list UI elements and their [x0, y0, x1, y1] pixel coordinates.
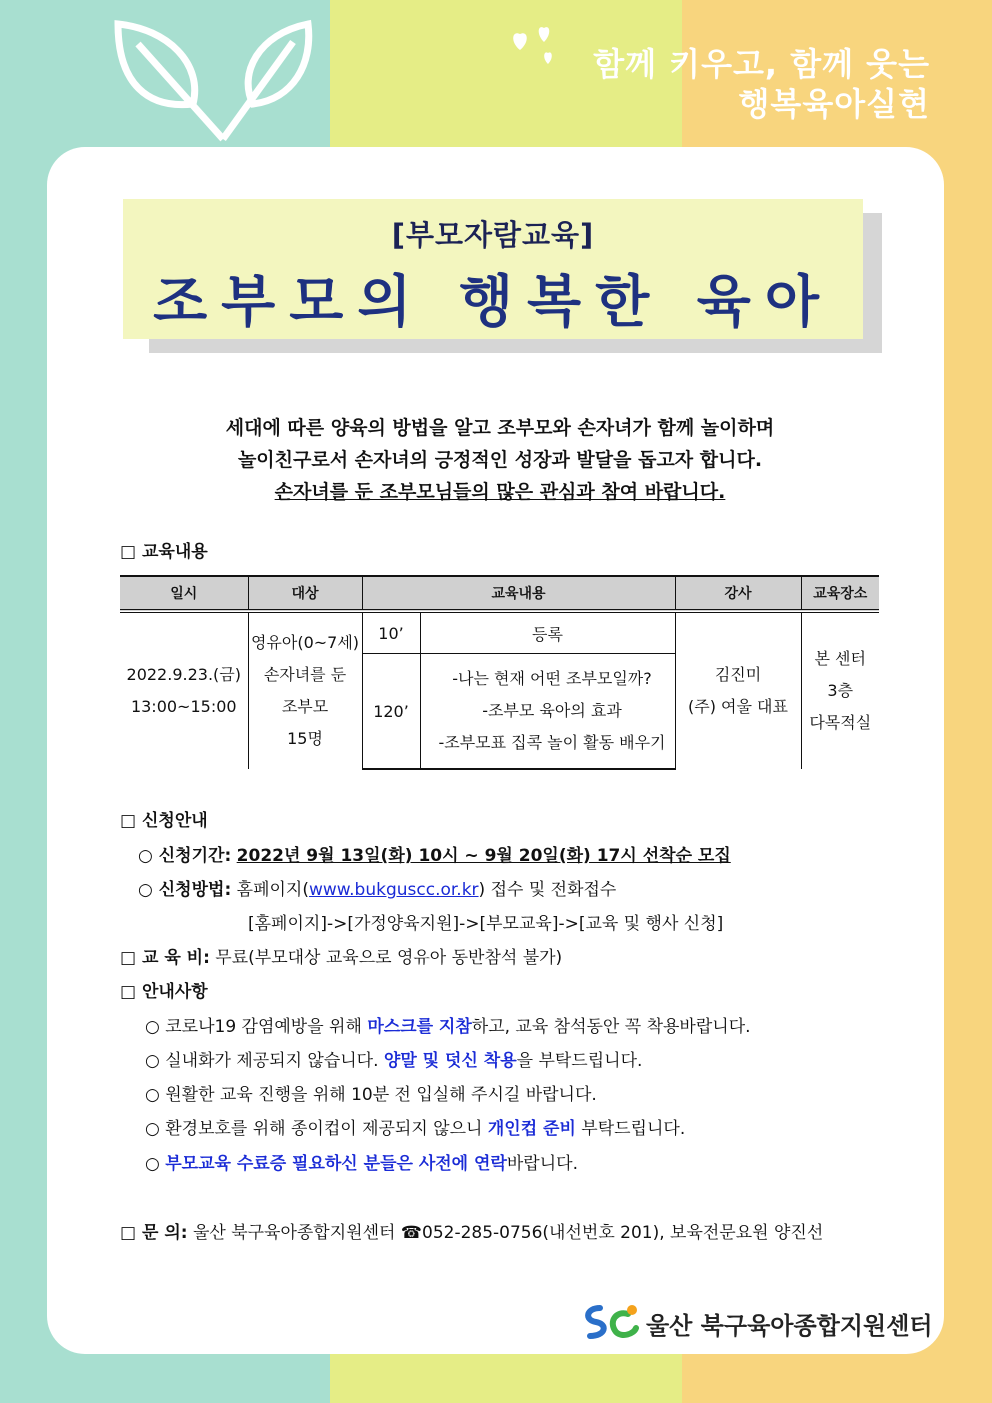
apply-method-label: ○ 신청방법:: [138, 880, 232, 900]
table-row: [120, 611, 879, 654]
apply-method-post: ) 접수 및 전화접수: [478, 880, 617, 900]
duration-cell: 10’: [362, 611, 420, 654]
target-line: 15명: [287, 729, 323, 748]
homepage-link[interactable]: www.bukguscc.or.kr: [308, 880, 479, 900]
target-line: 영유아(0~7세): [250, 633, 360, 652]
header-place: 교육장소: [801, 576, 879, 611]
notice-item: [145, 1114, 685, 1139]
notice-text: ○ 실내화가 제공되지 않습니다.: [145, 1051, 384, 1071]
duration-cell: 120’: [362, 654, 420, 770]
table-header-row: [120, 576, 879, 611]
header-content: 교육내용: [362, 576, 675, 611]
place-line: 다목적실: [809, 713, 872, 732]
instructor-name: 김진미: [714, 665, 762, 684]
notice-item: [145, 1012, 751, 1037]
hearts-icon: [508, 20, 568, 70]
apply-period-label: ○ 신청기간:: [138, 846, 232, 866]
content-line: -나는 현재 어떤 조부모일까?: [452, 669, 652, 688]
center-logo-icon: [582, 1302, 642, 1342]
section-heading-education: □ 교육내용: [120, 542, 208, 562]
content-line: -조부모 육아의 효과: [482, 701, 622, 720]
notice-text: ○ 환경보호를 위해 종이컵이 제공되지 않으니: [145, 1119, 488, 1139]
place-line: 3층: [827, 681, 854, 700]
education-table: [120, 575, 879, 770]
apply-method: [138, 875, 616, 900]
notice-highlight: 개인컵 준비: [487, 1119, 576, 1139]
intro-paragraph: [120, 412, 880, 508]
content-cell: [420, 654, 675, 770]
notice-highlight: 양말 및 덧신 착용: [383, 1051, 517, 1071]
notice-item: [145, 1149, 578, 1174]
header-target: 대상: [248, 576, 362, 611]
contact-value: 울산 북구육아종합지원센터 ☎052-285-0756(내선번호 201), 보육전문요원 양진선: [192, 1223, 824, 1243]
title-subtitle: [부모자람교육]: [391, 218, 595, 252]
apply-period-value: 2022년 9월 13일(화) 10시 ~ 9월 20일(화) 17시 선착순 모집: [236, 846, 731, 866]
leaf-icon: [108, 14, 328, 144]
contact-label: □ 문 의:: [120, 1223, 188, 1243]
notice-highlight: 부모교육 수료증 필요하신 분들은 사전에 연락: [165, 1154, 507, 1174]
apply-method-pre: 홈페이지(: [236, 880, 309, 900]
notice-highlight: 마스크를 지참: [367, 1017, 472, 1037]
notice-text: 을 부탁드립니다.: [516, 1051, 643, 1071]
notice-item: ○ 원활한 교육 진행을 위해 10분 전 입실해 주시길 바랍니다.: [145, 1085, 597, 1105]
page-title: 조부모의 행복한 육아: [153, 270, 833, 335]
contact-line: [120, 1218, 823, 1243]
instructor-cell: [675, 611, 801, 769]
header-instructor: 강사: [675, 576, 801, 611]
apply-period: [138, 841, 731, 866]
notice-item: [145, 1046, 642, 1071]
target-cell: [248, 611, 362, 769]
slogan: [593, 44, 930, 124]
fee-value: 무료(부모대상 교육으로 영유아 동반참석 불가): [215, 948, 563, 968]
content-line: -조부모표 집콕 놀이 활동 배우기: [438, 733, 666, 752]
slogan-line1: 함께 키우고, 함께 웃는: [593, 45, 930, 83]
fee-label: □ 교 육 비:: [120, 948, 210, 968]
intro-line2: 놀이친구로서 손자녀의 긍정적인 성장과 발달을 돕고자 합니다.: [237, 449, 763, 471]
intro-line3: 손자녀를 둔 조부모님들의 많은 관심과 참여 바랍니다.: [274, 481, 726, 503]
target-line: 손자녀를 둔: [263, 665, 347, 684]
notice-text: ○: [145, 1154, 166, 1174]
notice-text: 부탁드립니다.: [575, 1119, 686, 1139]
notice-text: 하고, 교육 참석동안 꼭 착용바랍니다.: [471, 1017, 751, 1037]
title-box: [123, 199, 863, 339]
apply-path: [홈페이지]->[가정양육지원]->[부모교육]->[교육 및 행사 신청]: [248, 914, 724, 934]
date-cell: [120, 611, 248, 769]
time-text: 13:00~15:00: [130, 697, 237, 716]
notice-text: ○ 코로나19 감염예방을 위해: [145, 1017, 368, 1037]
place-line: 본 센터: [814, 649, 866, 668]
slogan-line2: 행복육아실현: [738, 85, 930, 123]
center-logo-text: 울산 북구육아종합지원센터: [646, 1312, 933, 1340]
fee-line: [120, 943, 562, 968]
intro-line1: 세대에 따른 양육의 방법을 알고 조부모와 손자녀가 함께 놀이하며: [225, 417, 775, 439]
instructor-title: (주) 여울 대표: [688, 697, 788, 716]
target-line: 조부모: [281, 697, 329, 716]
content-cell: 등록: [420, 611, 675, 654]
date-text: 2022.9.23.(금): [126, 665, 241, 684]
place-cell: [801, 611, 879, 769]
header-date: 일시: [120, 576, 248, 611]
section-heading-notice: □ 안내사항: [120, 982, 208, 1002]
notice-text: 바랍니다.: [506, 1154, 578, 1174]
section-heading-apply: □ 신청안내: [120, 811, 208, 831]
